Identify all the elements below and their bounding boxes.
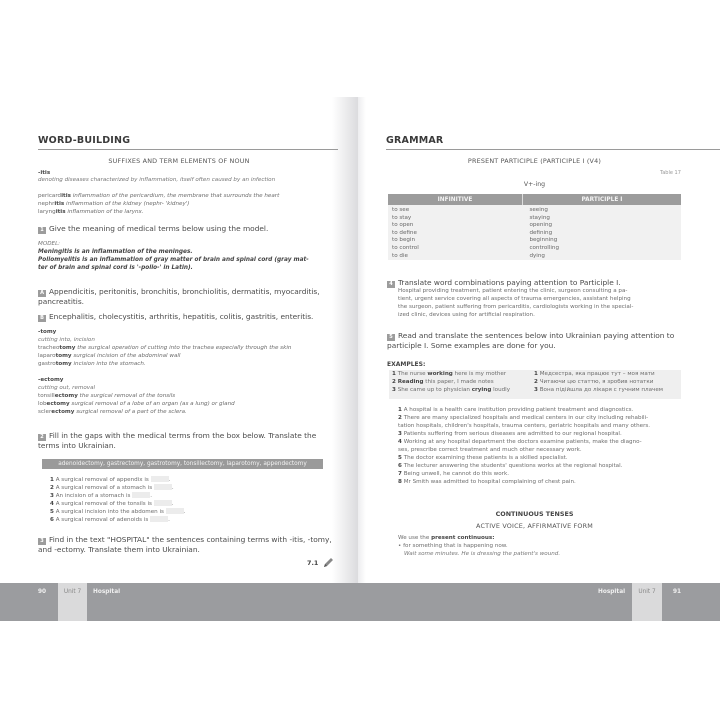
suffix-tomy: -tomy (38, 329, 57, 335)
gap-blank[interactable] (166, 508, 184, 514)
sentence-8: 8 Mr Smith was admitted to hospital complaining of chest pain. (398, 479, 576, 485)
gap-item-2: 2 A surgical removal of a stomach is . (50, 485, 174, 491)
table-header-participle: PARTICIPLE I (522, 194, 681, 205)
sentence-1: 1 A hospital is a health care institution providing patient treatment and diagnostics. (398, 407, 634, 413)
word-box: adenoidectomy, gastrectomy, gastrotomy, tonsillectomy, laparotomy, appendectomy (42, 459, 323, 469)
model-line-3: ter of brain and spinal cord is '-polio-' in Latin). (38, 265, 193, 271)
topic-label-right: Hospital (598, 589, 626, 595)
sentence-7: 7 Being unwell, he cannot do this work. (398, 471, 509, 477)
itis-definition: denoting diseases characterized by inflammation, itself often caused by an infection (38, 177, 276, 183)
sentence-5: 5 The doctor examining these patients is a skilled specialist. (398, 455, 568, 461)
sentence-6: 6 The lecturer answering the students' questions works at the regional hospital. (398, 463, 623, 469)
gap-item-5: 5 A surgical incision into the abdomen is . (50, 509, 186, 515)
model-label: MODEL: (38, 241, 61, 247)
task-letter-badge: B (38, 315, 46, 322)
task-2-instruction: 2 Fill in the gaps with the medical terms from the box below. Translate the terms into Ukrainian. (38, 431, 317, 450)
page-number-right: 91 (673, 589, 682, 595)
participle-table (388, 194, 681, 260)
term-laryngitis: laryngitis inflammation of the larynx. (38, 209, 144, 215)
left-footer-band (0, 583, 358, 621)
model-line-2: Poliomyelitis is an inflammation of gray matter of brain and spinal cord (gray mat- (38, 257, 309, 263)
term-tonsillectomy: tonsillectomy the surgical removal of the tonsils (38, 393, 176, 399)
spine-shadow (332, 97, 358, 583)
gap-item-3: 3 An incision of a stomach is . (50, 493, 152, 499)
task-4-body-line-4: ized clinic, devices using for artificial respiration. (398, 312, 535, 318)
example-en-2: 2 Reading this paper, I made notes (392, 379, 494, 385)
gap-blank[interactable] (150, 516, 168, 522)
continuous-bullet: • for something that is happening now. (398, 543, 508, 549)
sentence-4: 4 Working at any hospital department the doctors examine patients, make the diagno- ses, prescribe correct treatment and much other necessary work. (398, 439, 642, 453)
example-uk-1: 1 Медсестра, яка працює тут – моя мати (534, 371, 655, 377)
subtitle-present-participle: PRESENT PARTICIPLE (PARTICIPLE I (V4) (467, 157, 602, 165)
task-number-badge: 5 (387, 334, 395, 341)
term-gastrotomy: gastrotomy incision into the stomach. (38, 361, 146, 367)
ectomy-definition: cutting out, removal (38, 385, 96, 391)
task-4-body-line-3: the surgeon, patient suffering from pericarditis, cardiologists working in the special- (398, 304, 634, 310)
example-uk-3: 3 Вона підійшла до лікаря с гучним плачем (534, 387, 664, 393)
term-nephritis: nephritis inflammation of the kidney (nephr- 'kidney') (38, 201, 190, 207)
gap-blank[interactable] (151, 476, 169, 482)
section-title-grammar: GRAMMAR (386, 135, 444, 146)
task-number-badge: 2 (38, 434, 46, 441)
unit-label-right: Unit 7 (632, 583, 662, 621)
term-laparotomy: laparotomy surgical incision of the abdominal wall (38, 353, 181, 359)
model-line-1: Meningitis is an inflammation of the meninges. (38, 249, 193, 255)
task-letter-badge: A (38, 290, 46, 297)
task-number-badge: 4 (387, 281, 395, 288)
continuous-intro: We use the present continuous: (398, 535, 495, 541)
suffix-ectomy: -ectomy (38, 377, 64, 383)
continuous-tenses-title: CONTINUOUS TENSES (495, 510, 574, 518)
topic-label-left: Hospital (93, 589, 121, 595)
continuous-tenses-subtitle: ACTIVE VOICE, AFFIRMATIVE FORM (475, 522, 593, 530)
subtitle-suffixes: SUFFIXES AND TERM ELEMENTS OF NOUN (108, 157, 250, 165)
examples-label: EXAMPLES: (387, 361, 426, 368)
sentence-2: 2 There are many specialized hospitals and medical centers in our city including rehabili- tation hospitals, children's hospitals, trauma centers, geriatric hospitals and many others. (398, 415, 651, 429)
sentence-3: 3 Patients suffering from serious diseases are admitted to our regional hospital. (398, 431, 622, 437)
spine-shadow (358, 97, 366, 583)
tomy-definition: cutting into, incision (38, 337, 95, 343)
right-footer-band (358, 583, 720, 621)
suffix-itis: -itis (38, 170, 51, 176)
gap-blank[interactable] (132, 492, 150, 498)
term-tracheotomy: tracheotomy the surgical operation of cutting into the trachea especially through the skin (38, 345, 292, 351)
task-1a: A Appendicitis, peritonitis, bronchitis, bronchiolitis, dermatitis, myocarditis, pancreatitis. (38, 287, 320, 306)
table-row: to see to stay to open to define to begin to control to die seeing staying opening defining beginning controlling dying (388, 205, 681, 260)
table-label: Table 17 (660, 170, 681, 176)
task-4-body-line-1: Hospital providing treatment, patient entering the clinic, surgeon consulting a pa- (398, 288, 628, 294)
task-1b: B Encephalitis, cholecystitis, arthritis, hepatitis, colitis, gastritis, enteritis. (38, 312, 313, 322)
section-title-word-building: WORD-BUILDING (38, 135, 131, 146)
gap-item-6: 6 A surgical removal of adenoids is . (50, 517, 170, 523)
gap-item-4: 4 A surgical removal of the tonsils is . (50, 501, 174, 507)
term-pericarditis: pericarditis inflammation of the pericardium, the membrane that surrounds the heart (38, 193, 280, 199)
task-number-badge: 3 (38, 538, 46, 545)
term-sclerectomy: sclerectomy surgical removal of a part of the sclera. (38, 409, 187, 415)
gap-item-1: 1 A surgical removal of appendix is . (50, 477, 171, 483)
page-number-left: 90 (38, 589, 47, 595)
task-3-instruction: 3 Find in the text "HOSPITAL" the sentences containing terms with -itis, -tomy, and -ectomy. Translate them into Ukrainian. (38, 535, 332, 554)
gap-blank[interactable] (154, 500, 172, 506)
section-divider (386, 149, 720, 150)
term-lobectomy: lobectomy surgical removal of a lobe of an organ (as a lung) or gland (38, 401, 235, 407)
task-number-badge: 1 (38, 227, 46, 234)
task-4-instruction: 4 Translate word combinations paying attention to Participle I. (387, 278, 621, 288)
section-divider (38, 149, 338, 150)
table-header-infinitive: INFINITIVE (388, 194, 522, 205)
task-1-instruction: 1 Give the meaning of medical terms below using the model. (38, 224, 268, 234)
example-en-1: 1 The nurse working here is my mother (392, 371, 507, 377)
formula: V+-ing (523, 181, 546, 188)
exercise-ref: 7.1 (307, 559, 319, 567)
example-en-3: 3 She came up to physician crying loudly (392, 387, 511, 393)
task-5-instruction: 5 Read and translate the sentences below into Ukrainian paying attention to participle I. Some examples are done for you. (387, 331, 675, 350)
pencil-icon (322, 557, 334, 569)
unit-label-left: Unit 7 (58, 583, 87, 621)
example-uk-2: 2 Читаючи цю статтю, я зробив нотатки (534, 379, 654, 385)
continuous-example: Wait some minutes. He is dressing the patient's wound. (404, 551, 561, 557)
gap-blank[interactable] (154, 484, 172, 490)
task-4-body-line-2: tient, urgent service covering all aspects of trauma emergencies, assistant helping (398, 296, 631, 302)
